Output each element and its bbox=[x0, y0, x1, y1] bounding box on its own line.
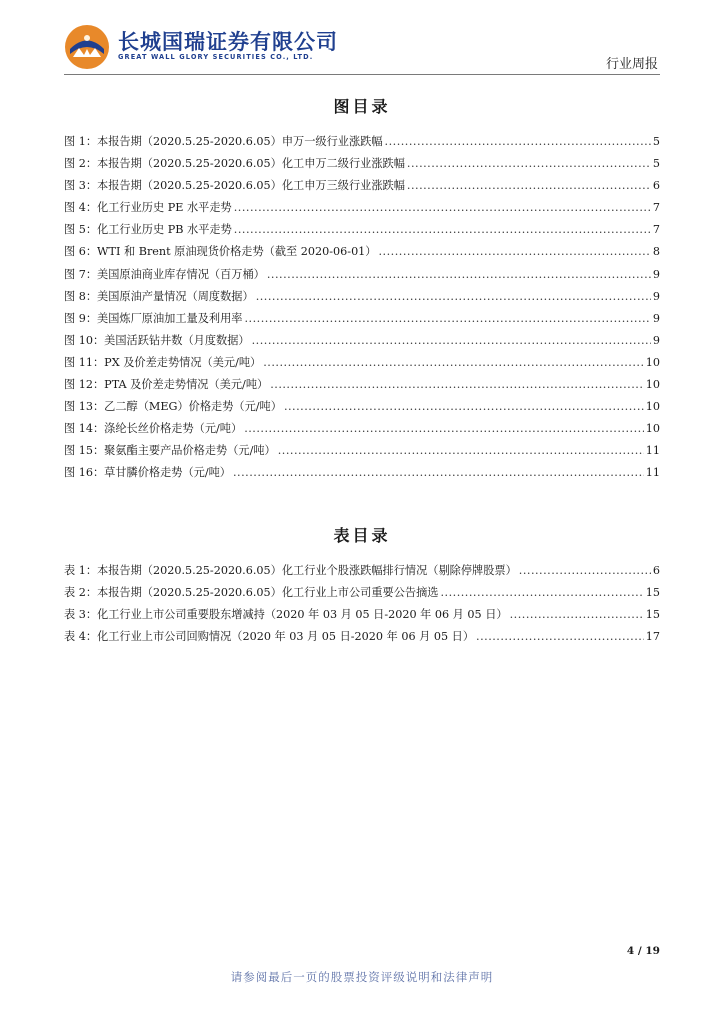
toc-entry[interactable] bbox=[64, 266, 660, 288]
toc-leader-dots bbox=[244, 422, 644, 435]
toc-entry[interactable] bbox=[64, 376, 660, 398]
toc-entry[interactable] bbox=[64, 584, 660, 606]
toc-entry-label[interactable]: 图 5：化工行业历史 PB 水平走势 bbox=[64, 223, 232, 237]
toc-entry-page[interactable]: 15 bbox=[645, 608, 660, 622]
toc-entry[interactable] bbox=[64, 243, 660, 265]
toc-entry-label[interactable]: 图 16：草甘膦价格走势（元/吨） bbox=[64, 466, 231, 480]
toc-leader-dots bbox=[270, 378, 644, 391]
toc-entry[interactable] bbox=[64, 464, 660, 486]
figures-toc-title: 图目录 bbox=[333, 97, 391, 116]
toc-entry-page[interactable]: 7 bbox=[652, 201, 660, 215]
toc-entry[interactable] bbox=[64, 199, 660, 221]
toc-leader-dots bbox=[510, 608, 644, 621]
toc-leader-dots bbox=[267, 268, 651, 281]
toc-entry-label[interactable]: 图 10：美国活跃钻井数（月度数据） bbox=[64, 333, 250, 347]
toc-entry-page[interactable]: 17 bbox=[645, 630, 660, 644]
toc-entry[interactable] bbox=[64, 310, 660, 332]
toc-entry-page[interactable]: 11 bbox=[645, 466, 660, 480]
company-logo-icon bbox=[64, 24, 110, 70]
toc-entry[interactable] bbox=[64, 332, 660, 354]
toc-entry-label[interactable]: 图 9：美国炼厂原油加工量及利用率 bbox=[64, 311, 243, 325]
toc-entry-label[interactable]: 图 8：美国原油产量情况（周度数据） bbox=[64, 289, 254, 303]
toc-entry-page[interactable]: 11 bbox=[645, 444, 660, 458]
toc-entry-label[interactable]: 表 2：本报告期（2020.5.25-2020.6.05）化工行业上市公司重要公告摘选 bbox=[64, 586, 439, 600]
page-number: 4 / 19 bbox=[626, 945, 660, 957]
report-type: 行业周报 bbox=[605, 57, 658, 72]
tables-toc-title: 表目录 bbox=[333, 526, 391, 545]
toc-entry-page[interactable]: 6 bbox=[652, 564, 660, 577]
toc-entry-label[interactable]: 图 14：涤纶长丝价格走势（元/吨） bbox=[64, 422, 243, 436]
toc-entry[interactable] bbox=[64, 221, 660, 243]
toc-entry[interactable] bbox=[64, 398, 660, 420]
toc-entry-label[interactable]: 图 7：美国原油商业库存情况（百万桶） bbox=[64, 267, 265, 281]
toc-entry-page[interactable]: 7 bbox=[652, 223, 660, 237]
toc-leader-dots bbox=[407, 179, 651, 192]
toc-leader-dots bbox=[263, 356, 644, 369]
toc-entry-label[interactable]: 表 4：化工行业上市公司回购情况（2020 年 03 月 05 日-2020 年 06 月 05 日） bbox=[64, 630, 475, 644]
toc-leader-dots bbox=[252, 334, 651, 347]
toc-leader-dots bbox=[440, 586, 643, 599]
toc-entry-label[interactable]: 图 15：聚氨酯主要产品价格走势（元/吨） bbox=[64, 444, 276, 458]
toc-leader-dots bbox=[519, 564, 651, 577]
toc-leader-dots bbox=[256, 290, 651, 303]
toc-entry-page[interactable]: 6 bbox=[652, 179, 660, 193]
toc-entry[interactable] bbox=[64, 562, 660, 584]
toc-entry-page[interactable]: 5 bbox=[652, 135, 660, 148]
toc-entry-page[interactable]: 15 bbox=[645, 586, 660, 600]
tables-toc-list bbox=[64, 562, 660, 650]
toc-entry-label[interactable]: 表 1：本报告期（2020.5.25-2020.6.05）化工行业个股涨跌幅排行情况（剔除停牌股票） bbox=[64, 564, 517, 577]
toc-entry-page[interactable]: 5 bbox=[652, 157, 660, 171]
toc-entry-page[interactable]: 9 bbox=[652, 289, 660, 303]
toc-leader-dots bbox=[245, 312, 651, 325]
toc-leader-dots bbox=[379, 245, 651, 258]
toc-entry-label[interactable]: 图 1：本报告期（2020.5.25-2020.6.05）申万一级行业涨跌幅 bbox=[64, 135, 383, 148]
header-divider bbox=[64, 74, 660, 75]
toc-leader-dots bbox=[407, 157, 651, 170]
toc-entry-page[interactable]: 10 bbox=[645, 400, 660, 414]
toc-leader-dots bbox=[234, 201, 651, 214]
toc-leader-dots bbox=[234, 223, 651, 236]
toc-entry[interactable] bbox=[64, 420, 660, 442]
toc-entry[interactable] bbox=[64, 606, 660, 628]
toc-entry-page[interactable]: 10 bbox=[645, 378, 660, 392]
toc-entry-page[interactable]: 9 bbox=[652, 333, 660, 347]
toc-entry[interactable] bbox=[64, 155, 660, 177]
toc-entry-label[interactable]: 图 2：本报告期（2020.5.25-2020.6.05）化工申万二级行业涨跌幅 bbox=[64, 157, 405, 171]
toc-entry-label[interactable]: 图 4：化工行业历史 PE 水平走势 bbox=[64, 201, 232, 215]
toc-entry-page[interactable]: 9 bbox=[652, 311, 660, 325]
brand-name-en: GREAT WALL GLORY SECURITIES CO., LTD. bbox=[118, 53, 314, 61]
toc-entry[interactable] bbox=[64, 133, 660, 155]
toc-leader-dots bbox=[284, 400, 644, 413]
toc-leader-dots bbox=[385, 135, 651, 148]
toc-entry[interactable] bbox=[64, 354, 660, 376]
toc-entry-label[interactable]: 图 3：本报告期（2020.5.25-2020.6.05）化工申万三级行业涨跌幅 bbox=[64, 179, 405, 193]
figures-toc-list bbox=[64, 133, 660, 487]
footer-disclaimer: 请参阅最后一页的股票投资评级说明和法律声明 bbox=[230, 970, 494, 984]
toc-leader-dots bbox=[233, 466, 644, 479]
toc-leader-dots bbox=[476, 630, 644, 643]
toc-entry-page[interactable]: 8 bbox=[652, 245, 660, 259]
toc-entry[interactable] bbox=[64, 288, 660, 310]
toc-entry[interactable] bbox=[64, 628, 660, 650]
toc-entry-page[interactable]: 10 bbox=[645, 355, 660, 369]
toc-entry-label[interactable]: 图 12：PTA 及价差走势情况（美元/吨） bbox=[64, 378, 269, 392]
toc-leader-dots bbox=[278, 444, 644, 457]
toc-entry-label[interactable]: 图 13：乙二醇（MEG）价格走势（元/吨） bbox=[64, 400, 282, 414]
page-header bbox=[0, 0, 724, 78]
toc-entry-label[interactable]: 图 6：WTI 和 Brent 原油现货价格走势（截至 2020-06-01） bbox=[64, 245, 377, 259]
toc-entry-page[interactable]: 9 bbox=[652, 267, 660, 281]
toc-entry[interactable] bbox=[64, 177, 660, 199]
brand-name-cn: 长城国瑞证券有限公司 bbox=[118, 30, 338, 54]
toc-entry-page[interactable]: 10 bbox=[645, 422, 660, 436]
toc-entry-label[interactable]: 表 3：化工行业上市公司重要股东增减持（2020 年 03 月 05 日-2020 年 06 月 05 日） bbox=[64, 608, 508, 622]
toc-entry-label[interactable]: 图 11：PX 及价差走势情况（美元/吨） bbox=[64, 355, 262, 369]
toc-entry[interactable] bbox=[64, 442, 660, 464]
